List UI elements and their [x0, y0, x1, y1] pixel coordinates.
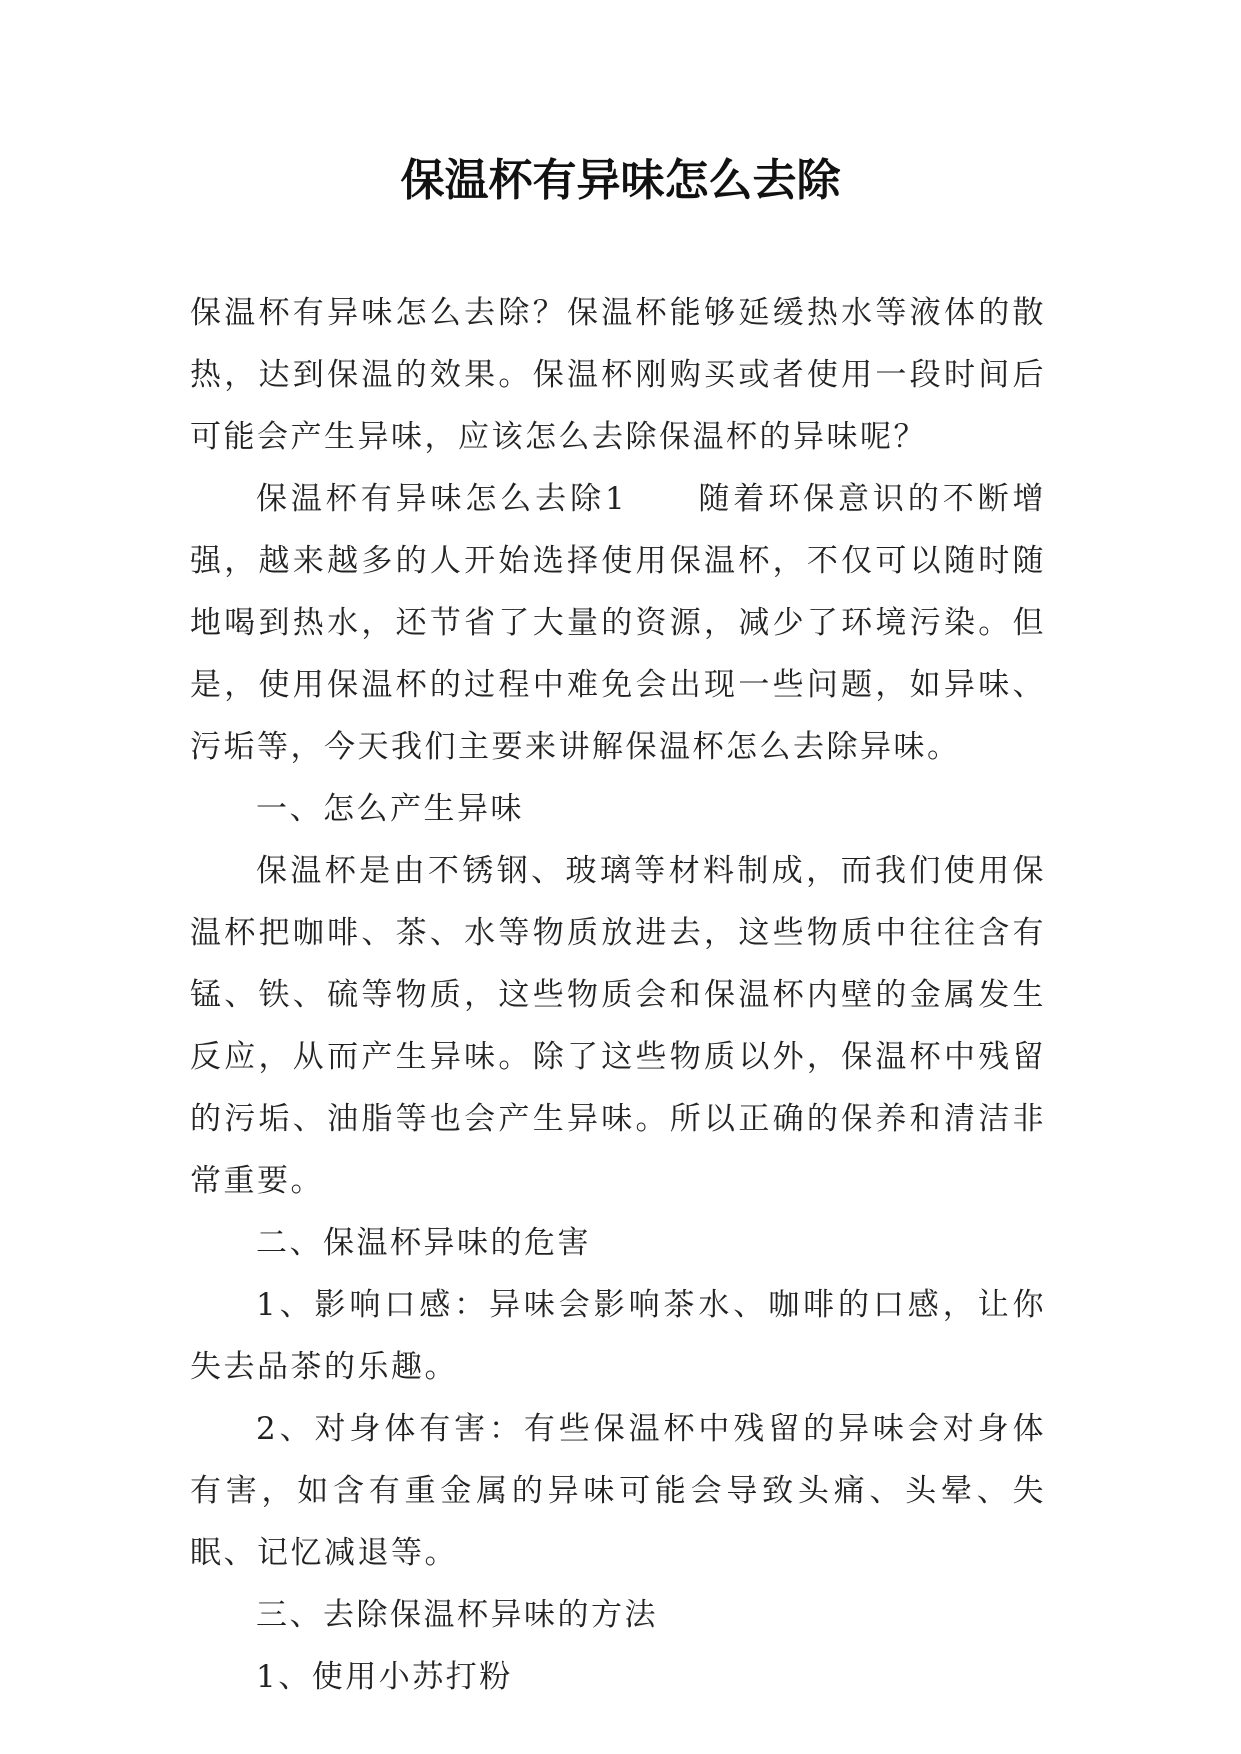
heading-methods: 三、去除保温杯异味的方法	[256, 1597, 658, 1633]
document-title: 保温杯有异味怎么去除	[400, 155, 841, 206]
method-item-baking-soda: 1、使用小苏打粉	[256, 1659, 513, 1695]
section-intro-paragraph: 保温杯有异味怎么去除1 随着环保意识的不断增强，越来越多的人开始选择使用保温杯，不仅可以随时随地喝到热水，还节省了大量的资源，减少了环境污染。但是，使用保温杯的过程中难免会出现一些问题，如异味、污垢等，今天我们主要来讲解保温杯怎么去除异味。	[190, 481, 1046, 765]
cause-paragraph: 保温杯是由不锈钢、玻璃等材料制成，而我们使用保温杯把咖啡、茶、水等物质放进去，这些物质中往往含有锰、铁、硫等物质，这些物质会和保温杯内壁的金属发生反应，从而产生异味。除了这些物质以外，保温杯中残留的污垢、油脂等也会产生异味。所以正确的保养和清洁非常重要。	[190, 853, 1046, 1199]
intro-paragraph: 保温杯有异味怎么去除？保温杯能够延缓热水等液体的散热，达到保温的效果。保温杯刚购买或者使用一段时间后可能会产生异味，应该怎么去除保温杯的异味呢？	[190, 295, 1046, 455]
heading-cause: 一、怎么产生异味	[256, 791, 524, 827]
harm-item-health: 2、对身体有害：有些保温杯中残留的异味会对身体有害，如含有重金属的异味可能会导致头痛、头晕、失眠、记忆减退等。	[190, 1411, 1046, 1571]
heading-harm: 二、保温杯异味的危害	[256, 1225, 591, 1261]
harm-item-taste: 1、影响口感：异味会影响茶水、咖啡的口感，让你失去品茶的乐趣。	[190, 1287, 1046, 1385]
document-body	[190, 282, 1046, 1708]
